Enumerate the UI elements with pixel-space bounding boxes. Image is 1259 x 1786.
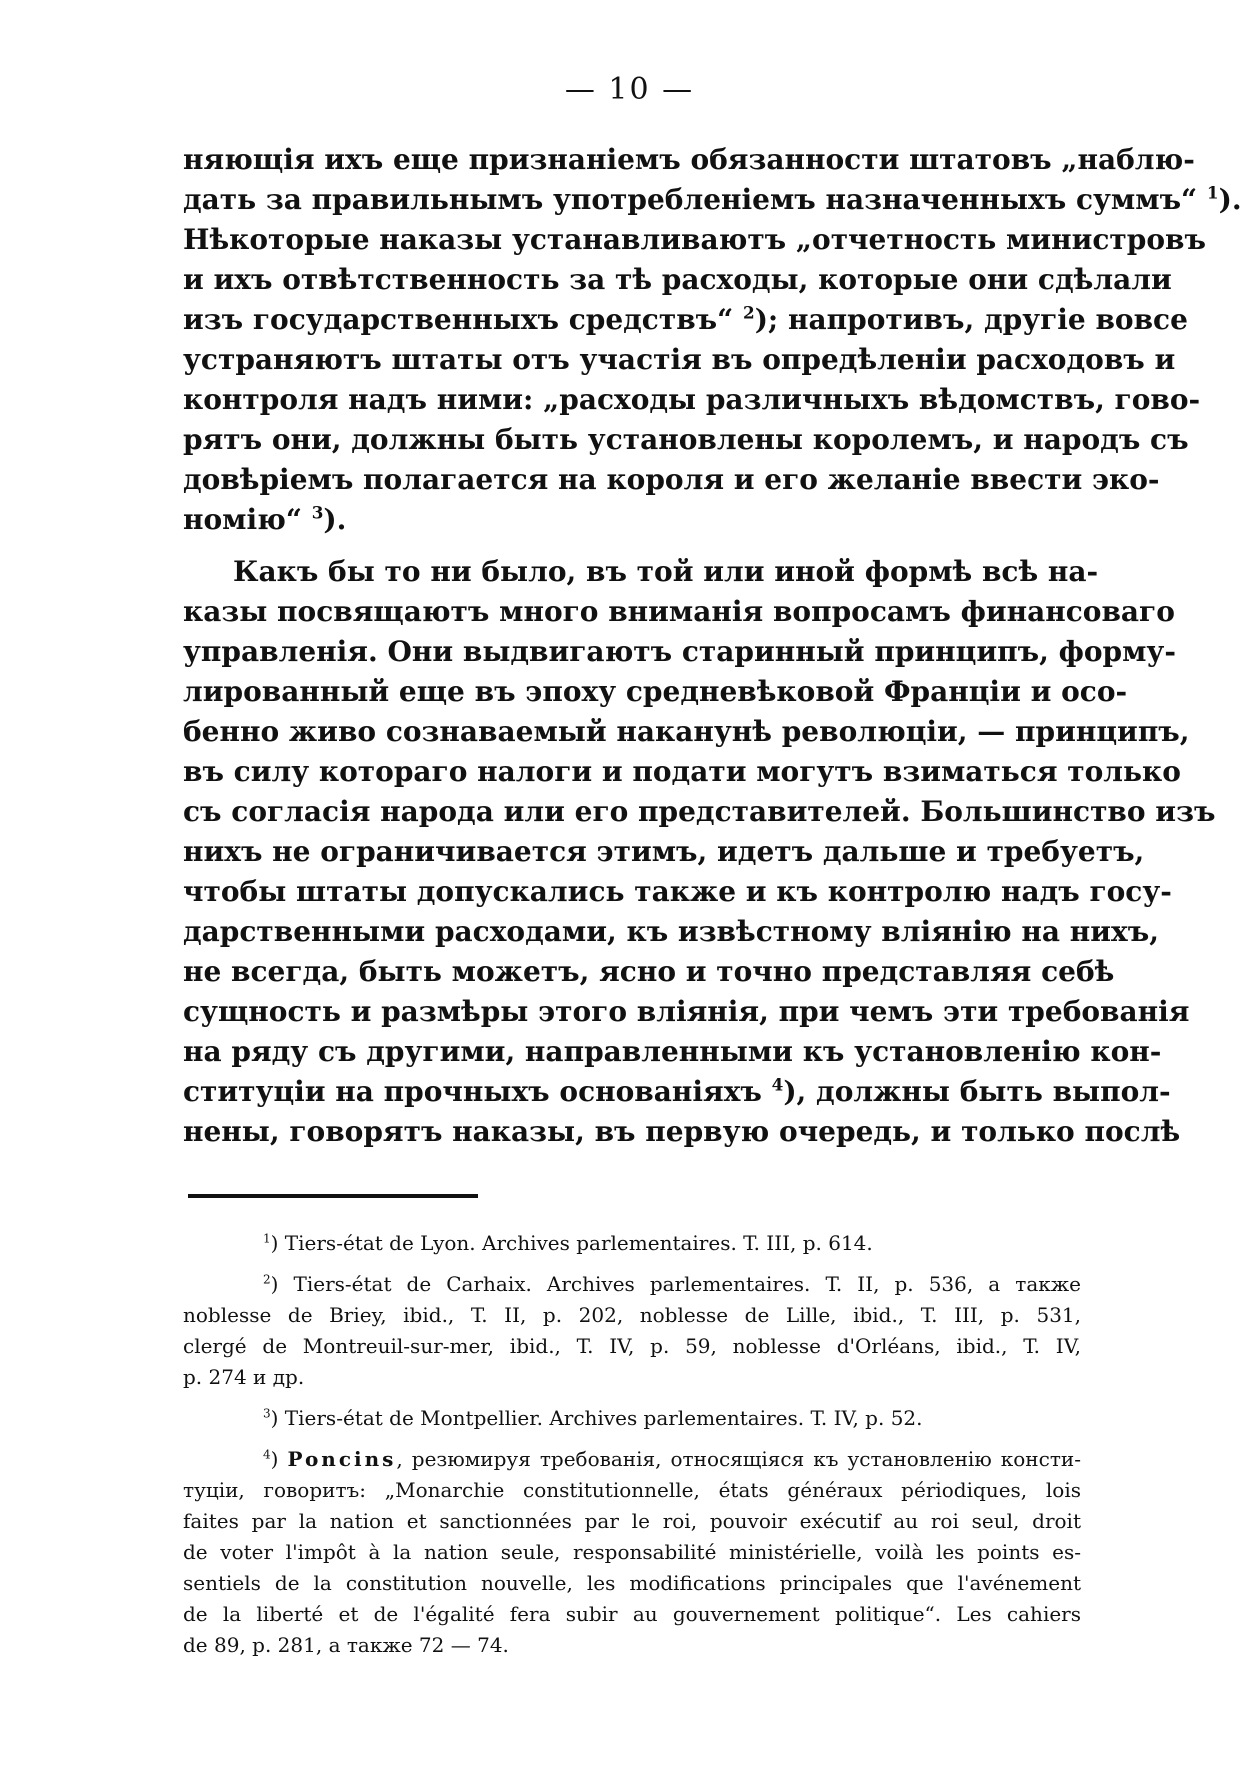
text-fragment: ституціи на прочныхъ основаніяхъ [183,1075,762,1108]
footnote-line: sentiels de la constitution nouvelle, les modifications principales que l'avénement [183,1571,1081,1595]
footnote-line: de voter l'impôt à la nation seule, responsabilité ministérielle, voilà les points es- [183,1540,1081,1564]
text-line: чтобы штаты допускались также и къ контролю надъ госу- [183,875,1172,908]
text-line: казы посвящаютъ много вниманія вопросамъ финансоваго [183,595,1175,628]
footnote-marker: 4 [263,1447,271,1462]
text-line: управленія. Они выдвигаютъ старинный принципъ, форму- [183,635,1176,668]
footnote-line: туціи, говоритъ: „Monarchie constitutionnelle, états généraux périodiques, lois [183,1478,1081,1502]
text-line: дарственными расходами, къ извѣстному вліянію на нихъ, [183,915,1159,948]
footnotes [183,1228,1081,1661]
text-fragment: ); напротивъ, другіе вовсе [754,303,1188,336]
text-line [183,1072,1171,1112]
footnote-2 [183,1269,1081,1393]
text-line: сущность и размѣры этого вліянія, при чемъ эти требованія [183,995,1190,1028]
footnote-marker: 3 [263,1406,271,1421]
text-line: контроля надъ ними: „расходы различныхъ вѣдомствъ, гово- [183,383,1201,416]
text-line: нихъ не ограничивается этимъ, идетъ дальше и требуетъ, [183,835,1145,868]
text-fragment: ). [323,503,347,536]
footnote-ref-2: 2 [743,302,755,323]
footnote-line: faites par la nation et sanctionnées par le roi, pouvoir exécutif au roi seul, droit [183,1509,1081,1533]
paragraph-1 [183,140,1242,540]
text-fragment: номію“ [183,503,302,536]
footnote-divider [188,1194,478,1198]
text-fragment: дать за правильнымъ употребленіемъ назначенныхъ суммъ“ [183,183,1198,216]
text-fragment: изъ государственныхъ средствъ“ [183,303,734,336]
text-line: довѣріемъ полагается на короля и его желаніе ввести эко- [183,463,1160,496]
text-line: бенно живо сознаваемый наканунѣ революціи, — принципъ, [183,715,1190,748]
footnote-line: de la liberté et de l'égalité fera subir au gouvernement politique“. Les cahiers [183,1602,1081,1626]
footnote-text: ) Tiers-état de Montpellier. Archives parlementaires. T. IV, p. 52. [270,1406,923,1430]
footnote-marker: 2 [263,1272,271,1287]
footnote-text: ) Tiers-état de Lyon. Archives parlementaires. T. III, p. 614. [270,1231,873,1255]
footnote-line: noblesse de Briey, ibid., T. II, p. 202, noblesse de Lille, ibid., T. III, p. 531, [183,1303,1081,1327]
footnote-line [183,1403,1081,1434]
text-fragment: ). [1218,183,1242,216]
footnote-3 [183,1403,1081,1434]
text-line: лированный еще въ эпоху средневѣковой Франціи и осо- [183,675,1128,708]
footnote-marker: 1 [263,1231,271,1246]
text-line: Нѣкоторые наказы устанавливаютъ „отчетность министровъ [183,223,1206,256]
page-number: — 10 — [564,72,695,107]
text-line [183,300,1188,340]
text-line: съ согласія народа или его представителей. Большинство изъ [183,795,1216,828]
footnote-line: $^4$) Poncins, резюмируя требованія, относящіяся къ установленію консти- [263,1447,1081,1471]
footnote-text: , резюмируя требованія, относящіяся къ установленію консти- [396,1447,1081,1471]
text-line: нены, говорятъ наказы, въ первую очередь, и только послѣ [183,1115,1181,1148]
text-line: устраняютъ штаты отъ участія въ опредѣленіи расходовъ и [183,343,1176,376]
footnote-line [183,1228,1081,1259]
text-line: Какъ бы то ни было, въ той или иной формѣ всѣ на- [233,555,1099,588]
text-line: рятъ они, должны быть установлены королемъ, и народъ съ [183,423,1189,456]
text-line: и ихъ отвѣтственность за тѣ расходы, которые они сдѣлали [183,263,1172,296]
paragraph-2 [183,552,1216,1152]
text-line: не всегда, быть можетъ, ясно и точно представляя себѣ [183,955,1115,988]
footnote-text: ) Tiers-état de Carhaix. Archives parlementaires. T. II, p. 536, а также [270,1272,1081,1296]
footnote-1 [183,1228,1081,1259]
footnote-author: Poncins [287,1447,397,1471]
footnote-ref-4: 4 [771,1074,784,1095]
footnote-ref-1: 1 [1206,182,1219,203]
text-line [183,500,1081,540]
text-line: въ силу котораго налоги и подати могутъ взиматься только [183,755,1181,788]
footnote-line: p. 274 и др. [183,1365,305,1389]
text-line [183,180,1242,220]
footnote-4 [183,1444,1081,1661]
footnote-line: clergé de Montreuil-sur-mer, ibid., T. IV, p. 59, noblesse d'Orléans, ibid., T. IV, [183,1334,1081,1358]
footnote-ref-3: 3 [311,502,324,523]
footnote-line [183,1269,1081,1300]
text-line: няющія ихъ еще признаніемъ обязанности штатовъ „наблю- [183,143,1195,176]
footnote-line: de 89, p. 281, а также 72 — 74. [183,1633,509,1657]
body-text [183,140,1242,1152]
text-fragment: ), должны быть выпол- [783,1075,1171,1108]
text-line: на ряду съ другими, направленными къ установленію кон- [183,1035,1162,1068]
